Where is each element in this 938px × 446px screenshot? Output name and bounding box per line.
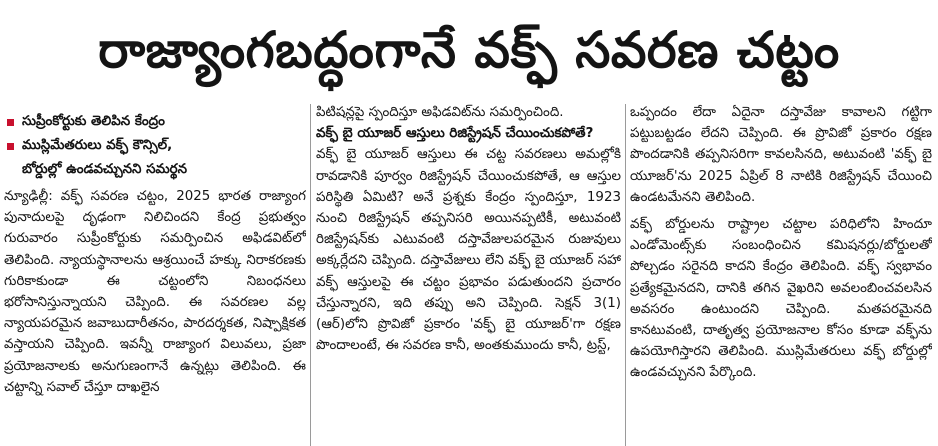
bullet-square-icon <box>7 143 14 150</box>
article-column-2 <box>316 102 621 446</box>
article-column-3 <box>630 102 932 446</box>
highlight-text: సుప్రీంకోర్టుకు తెలిపిన కేంద్రం <box>22 114 165 129</box>
highlight-text: బోర్డుల్లో ఉండవచ్చునని సమర్థన <box>22 162 188 177</box>
article-paragraph: వక్ఫ్ బోర్డులను రాష్ట్రాల చట్టాల పరిధిలోని హిందూ ఎండోమెంట్స్‌కు సంబంధించిన కమిషనర్లు/బోర్డులతో పోల్చడం సరైనది కాదని కేంద్రం తెలిపింది. వక్ఫ్ స్వభావం ప్రత్యేకమైనదని, దానికి తగిన వైఖరిని అవలంబించవలసిన అవసరం ఉంటుందని చెప్పింది. మతపరమైనది కానటువంటి, దాతృత్వ ప్రయోజనాల కోసం కూడా వక్ఫ్‌ను ఉపయోగిస్తారని తెలిపింది. ముస్లిమేతరులు వక్ఫ్ బోర్డుల్లో ఉండవచ్చునని పేర్కొంది. <box>630 217 932 381</box>
highlight-item <box>4 134 306 182</box>
page-title: రాజ్యాంగబద్ధంగానే వక్ఫ్ సవరణ చట్టం <box>98 21 840 79</box>
highlights-list <box>4 110 306 182</box>
article-column-1 <box>4 102 306 446</box>
subheading: వక్ఫ్ బై యూజర్ ఆస్తులు రిజిస్ట్రేషన్ చేయించుకపోతే? <box>316 126 594 142</box>
article-paragraph: న్యూఢిల్లీ: వక్ఫ్ సవరణ చట్టం, 2025 భారత రాజ్యాంగ పునాదులపై దృఢంగా నిలిచిందని కేంద్ర ప్రభుత్వం గురువారం సుప్రీంకోర్టుకు సమర్పించిన అఫిడవిట్‌లో తెలిపింది. న్యాయస్థానాలను ఆశ్రయించే హక్కు నిరాకరణకు గురికాకుండా ఈ చట్టంలోని నిబంధనలు భరోసానిస్తున్నాయని చెప్పింది. ఈ సవరణల వల్ల న్యాయపరమైన జవాబుదారీతనం, పారదర్శకత, నిష్పాక్షికత వస్తాయని చెప్పింది. ఇవన్నీ రాజ్యాంగ విలువలు, ప్రజా ప్రయోజనాలకు అనుగుణంగానే ఉన్నట్లు తెలిపింది. ఈ చట్టాన్ని సవాల్ చేస్తూ దాఖలైన <box>4 189 306 395</box>
column-divider <box>625 104 626 446</box>
article-paragraph: ఒప్పందం లేదా ఏదైనా దస్తావేజు కావాలని గట్టిగా పట్టుబట్టడం లేదని చెప్పింది. ఈ ప్రొవిజో ప్రకారం రక్షణ పొందడానికి తప్పనిసరిగా కావలసినది, అటువంటి 'వక్ఫ్ బై యూజర్'ను 2025 ఏప్రిల్ 8 నాటికి రిజిస్ట్రేషన్ చేయించి ఉండటమేనని తెలిపింది. <box>630 105 932 205</box>
column-divider <box>310 104 311 446</box>
highlight-text: ముస్లిమేతరులు వక్ఫ్ కౌన్సిల్, <box>22 138 173 153</box>
article-paragraph: పిటిషన్లపై స్పందిస్తూ అఫిడవిట్‌ను సమర్పించింది. <box>316 105 564 120</box>
highlight-item <box>4 110 306 134</box>
article-paragraph: వక్ఫ్ బై యూజర్ ఆస్తులు ఈ చట్ట సవరణలు అమల్లోకి రావడానికి పూర్వం రిజిస్ట్రేషన్ చేయించుకపోతే, ఆ ఆస్తుల పరిస్థితి ఏమిటి? అనే ప్రశ్నకు కేంద్రం స్పందిస్తూ, 1923 నుంచి రిజిస్ట్రేషన్ తప్పనిసరి అయినప్పటికీ, అటువంటి రిజిస్ట్రేషన్‌కు ఎటువంటి దస్తావేజులపరమైన రుజువులు అక్కర్లేదని చెప్పింది. దస్తావేజులు లేని వక్ఫ్ బై యూజర్ సహా వక్ఫ్ ఆస్తులపై ఈ చట్టం ప్రభావం పడుతుందని ప్రచారం చేస్తున్నారని, ఇది తప్పు అని చెప్పింది. సెక్షన్ 3(1)(ఆర్)లోని ప్రొవిజో ప్రకారం 'వక్ఫ్ బై యూజర్'గా రక్షణ పొందాలంటే, ఈ సవరణ కానీ, అంతకుముందు కానీ, ట్రస్ట్, <box>316 147 621 354</box>
bullet-square-icon <box>7 119 14 126</box>
